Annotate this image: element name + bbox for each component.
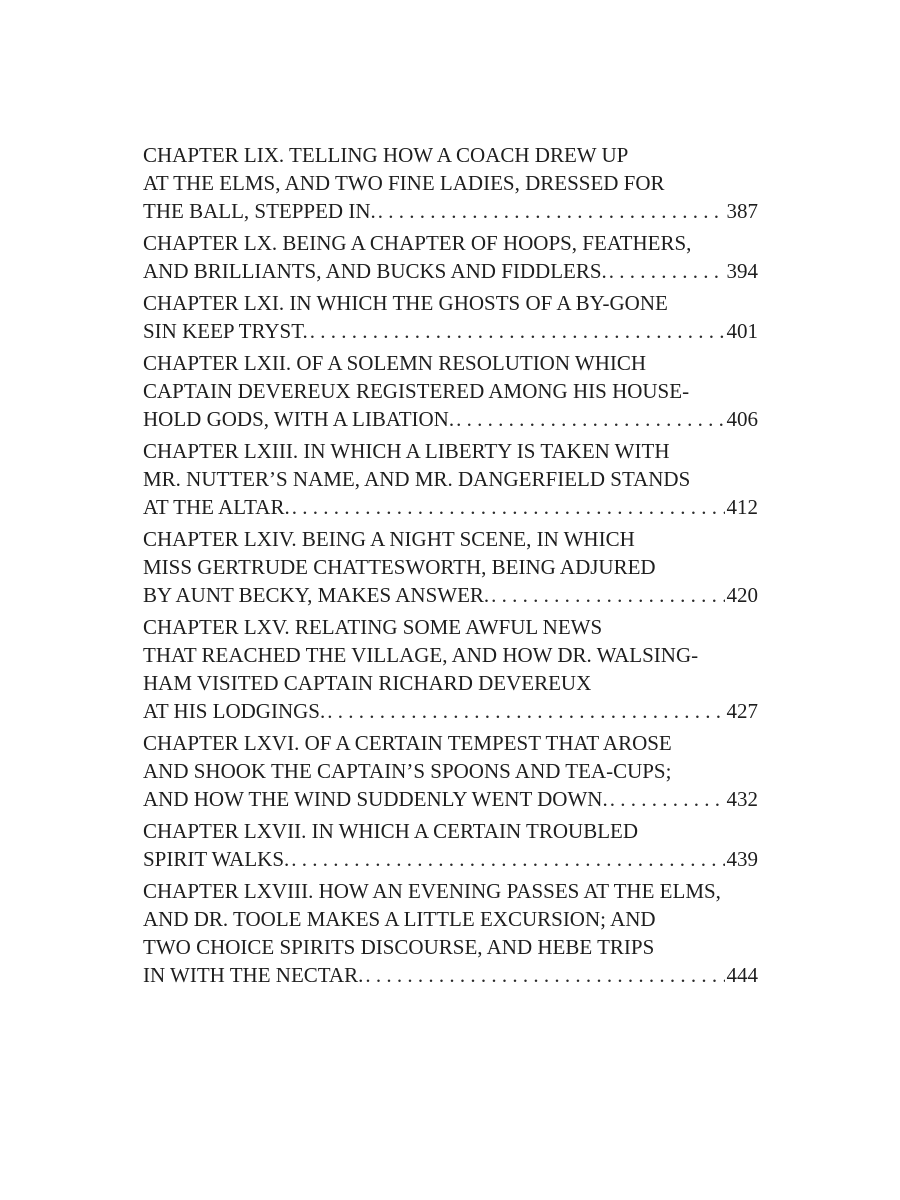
toc-entry-lx[interactable] [143, 229, 758, 285]
toc-entry-final-line [143, 493, 758, 521]
page-number: 444 [726, 963, 758, 987]
toc-entry-lxii[interactable] [143, 349, 758, 433]
toc-entry-text: HAM VISITED CAPTAIN RICHARD DEVEREUX [143, 671, 592, 695]
dot-leader [378, 197, 725, 225]
toc-entry-lxviii[interactable] [143, 877, 758, 989]
page-number: 401 [726, 319, 758, 343]
toc-entry-final-line [143, 845, 758, 873]
toc-entry-final-line [143, 697, 758, 725]
toc-entry-text: CHAPTER LXIV. BEING A NIGHT SCENE, IN WHICH [143, 527, 635, 551]
toc-entry-final-line [143, 257, 758, 285]
toc-entry-final-line [143, 785, 758, 813]
page-number: 387 [726, 199, 758, 223]
toc-entry-text: TWO CHOICE SPIRITS DISCOURSE, AND HEBE TRIPS [143, 935, 655, 959]
dot-leader [491, 581, 724, 609]
dot-leader [609, 257, 725, 285]
toc-entry-text: BY AUNT BECKY, MAKES ANSWER. [143, 583, 490, 607]
toc-entry-text: SPIRIT WALKS. [143, 847, 290, 871]
toc-entry-text: THE BALL, STEPPED IN. [143, 199, 376, 223]
page-number: 420 [726, 583, 758, 607]
toc-entry-text: AT THE ELMS, AND TWO FINE LADIES, DRESSED FOR [143, 171, 665, 195]
toc-entry-lix[interactable] [143, 141, 758, 225]
toc-entry-text: CHAPTER LXIII. IN WHICH A LIBERTY IS TAKEN WITH [143, 439, 670, 463]
page-number: 432 [726, 787, 758, 811]
toc-entry-lxiii[interactable] [143, 437, 758, 521]
toc-entry-text: AND BRILLIANTS, AND BUCKS AND FIDDLERS. [143, 259, 607, 283]
dot-leader [327, 697, 724, 725]
toc-entry-text: SIN KEEP TRYST. [143, 319, 308, 343]
dot-leader [456, 405, 724, 433]
toc-entry-final-line [143, 197, 758, 225]
dot-leader [610, 785, 725, 813]
dot-leader [365, 961, 724, 989]
page-number: 412 [726, 495, 758, 519]
toc-entry-text: AND SHOOK THE CAPTAIN’S SPOONS AND TEA-CUPS; [143, 759, 672, 783]
toc-entry-text: CHAPTER LXI. IN WHICH THE GHOSTS OF A BY-GONE [143, 291, 668, 315]
toc-entry-lxvi[interactable] [143, 729, 758, 813]
toc-entry-final-line [143, 405, 758, 433]
dot-leader [292, 493, 725, 521]
toc-entry-lxvii[interactable] [143, 817, 758, 873]
toc-entry-text: MISS GERTRUDE CHATTESWORTH, BEING ADJURED [143, 555, 656, 579]
toc-entry-lxv[interactable] [143, 613, 758, 725]
page-number: 406 [726, 407, 758, 431]
toc-entry-text: AND HOW THE WIND SUDDENLY WENT DOWN. [143, 787, 608, 811]
toc-entry-text: CHAPTER LXVI. OF A CERTAIN TEMPEST THAT AROSE [143, 731, 672, 755]
toc-entry-lxiv[interactable] [143, 525, 758, 609]
toc-entry-text: CHAPTER LXV. RELATING SOME AWFUL NEWS [143, 615, 603, 639]
toc-entry-text: AT HIS LODGINGS. [143, 699, 326, 723]
page-number: 427 [726, 699, 758, 723]
dot-leader [291, 845, 724, 873]
toc-entry-final-line [143, 581, 758, 609]
dot-leader [310, 317, 725, 345]
toc-entry-text: THAT REACHED THE VILLAGE, AND HOW DR. WALSING- [143, 643, 699, 667]
toc-entry-text: CAPTAIN DEVEREUX REGISTERED AMONG HIS HOUSE- [143, 379, 690, 403]
toc-entry-lxi[interactable] [143, 289, 758, 345]
toc-entry-text: AND DR. TOOLE MAKES A LITTLE EXCURSION; AND [143, 907, 656, 931]
toc-entry-text: CHAPTER LIX. TELLING HOW A COACH DREW UP [143, 143, 629, 167]
toc-entry-text: CHAPTER LXII. OF A SOLEMN RESOLUTION WHICH [143, 351, 647, 375]
toc-entry-final-line [143, 317, 758, 345]
table-of-contents [143, 141, 758, 993]
toc-entry-text: CHAPTER LX. BEING A CHAPTER OF HOOPS, FEATHERS, [143, 231, 692, 255]
toc-entry-text: CHAPTER LXVII. IN WHICH A CERTAIN TROUBLED [143, 819, 639, 843]
toc-entry-text: HOLD GODS, WITH A LIBATION. [143, 407, 455, 431]
toc-entry-final-line [143, 961, 758, 989]
page-number: 439 [726, 847, 758, 871]
toc-entry-text: AT THE ALTAR. [143, 495, 290, 519]
toc-entry-text: CHAPTER LXVIII. HOW AN EVENING PASSES AT THE ELMS, [143, 879, 721, 903]
toc-entry-text: IN WITH THE NECTAR. [143, 963, 364, 987]
toc-entry-text: MR. NUTTER’S NAME, AND MR. DANGERFIELD STANDS [143, 467, 691, 491]
page-number: 394 [726, 259, 758, 283]
